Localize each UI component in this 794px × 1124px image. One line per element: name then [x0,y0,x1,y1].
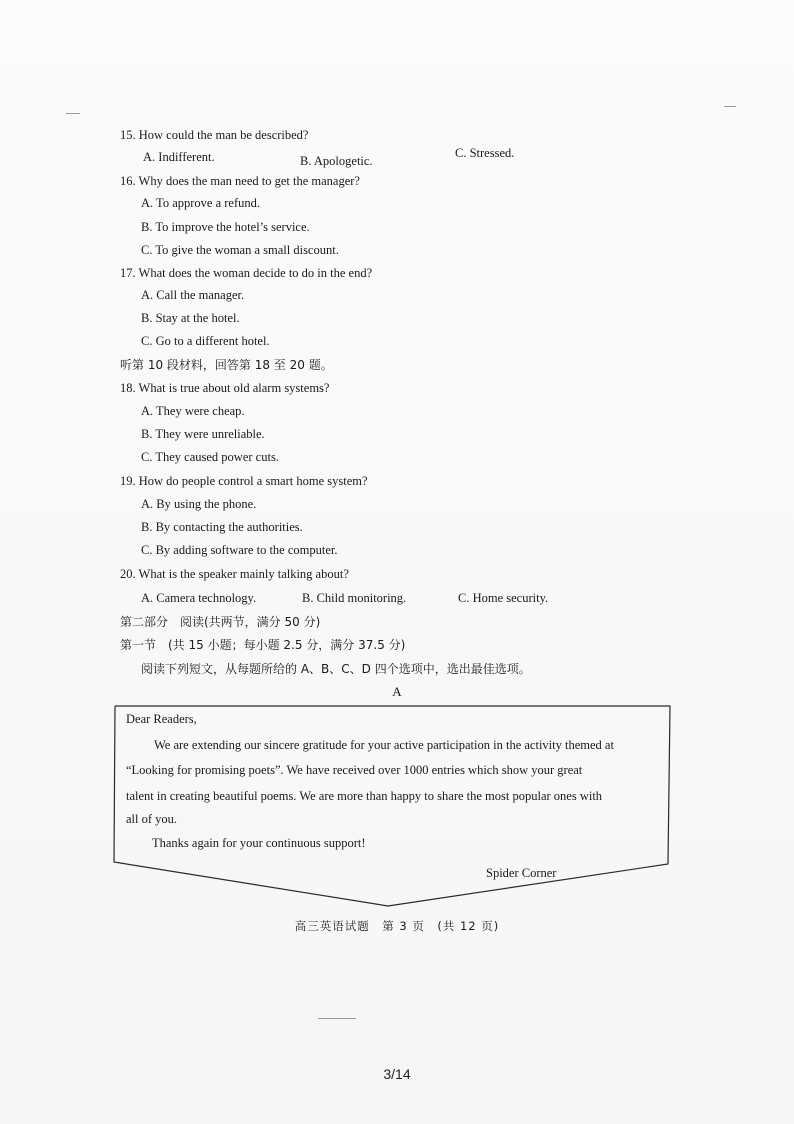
q17-option-c: C. Go to a different hotel. [141,334,270,348]
passage-line-2: “Looking for promising poets”. We have received over 1000 entries which show your great [126,763,583,777]
q20-option-c: C. Home security. [458,591,549,605]
question-17: 17. What does the woman decide to do in the end? [120,266,373,280]
q18-option-a: A. They were cheap. [141,404,245,418]
scan-speck [724,106,736,107]
passage-signature: Spider Corner [486,866,557,880]
page-indicator: 3/14 [383,1066,411,1082]
passage-line-3: talent in creating beautiful poems. We are more than happy to share the most popular ones with [126,789,603,803]
q17-option-b: B. Stay at the hotel. [141,311,240,325]
q19-option-c: C. By adding software to the computer. [141,543,338,557]
scan-speck [66,113,80,114]
q15-option-b: B. Apologetic. [300,154,373,168]
q16-option-b: B. To improve the hotel’s service. [141,220,310,234]
passage-box [112,704,672,912]
q17-option-a: A. Call the manager. [141,288,245,302]
q19-option-b: B. By contacting the authorities. [141,520,303,534]
q16-option-c: C. To give the woman a small discount. [141,243,339,257]
q20-option-a: A. Camera technology. [141,591,257,605]
passage-thanks: Thanks again for your continuous support! [152,836,366,850]
scan-speck [318,1018,356,1019]
page-footer: 高三英语试题 第 3 页 (共 12 页) [294,919,500,933]
section-1-heading: 第一节 (共 15 小题；每小题 2.5 分，满分 37.5 分) [120,638,406,652]
passage-line-4: all of you. [126,812,178,826]
passage-frame [112,704,672,912]
question-18: 18. What is true about old alarm systems? [120,381,330,395]
question-15: 15. How could the man be described? [120,128,309,142]
passage-line-1: We are extending our sincere gratitude for your active participation in the activity themed at [154,738,614,752]
q20-option-b: B. Child monitoring. [302,591,407,605]
section-10-instruction: 听第 10 段材料，回答第 18 至 20 题。 [120,358,333,372]
q19-option-a: A. By using the phone. [141,497,257,511]
passage-salutation: Dear Readers, [126,712,197,726]
q18-option-c: C. They caused power cuts. [141,450,279,464]
q16-option-a: A. To approve a refund. [141,196,260,210]
part-2-heading: 第二部分 阅读(共两节，满分 50 分) [120,615,321,629]
question-20: 20. What is the speaker mainly talking about? [120,567,349,581]
passage-letter: A [392,684,402,699]
q18-option-b: B. They were unreliable. [141,427,265,441]
q15-option-a: A. Indifferent. [143,150,215,164]
q15-option-c: C. Stressed. [455,146,515,160]
reading-instruction: 阅读下列短文，从每题所给的 A、B、C、D 四个选项中，选出最佳选项。 [141,662,531,676]
question-19: 19. How do people control a smart home system? [120,474,368,488]
question-16: 16. Why does the man need to get the manager? [120,174,360,188]
